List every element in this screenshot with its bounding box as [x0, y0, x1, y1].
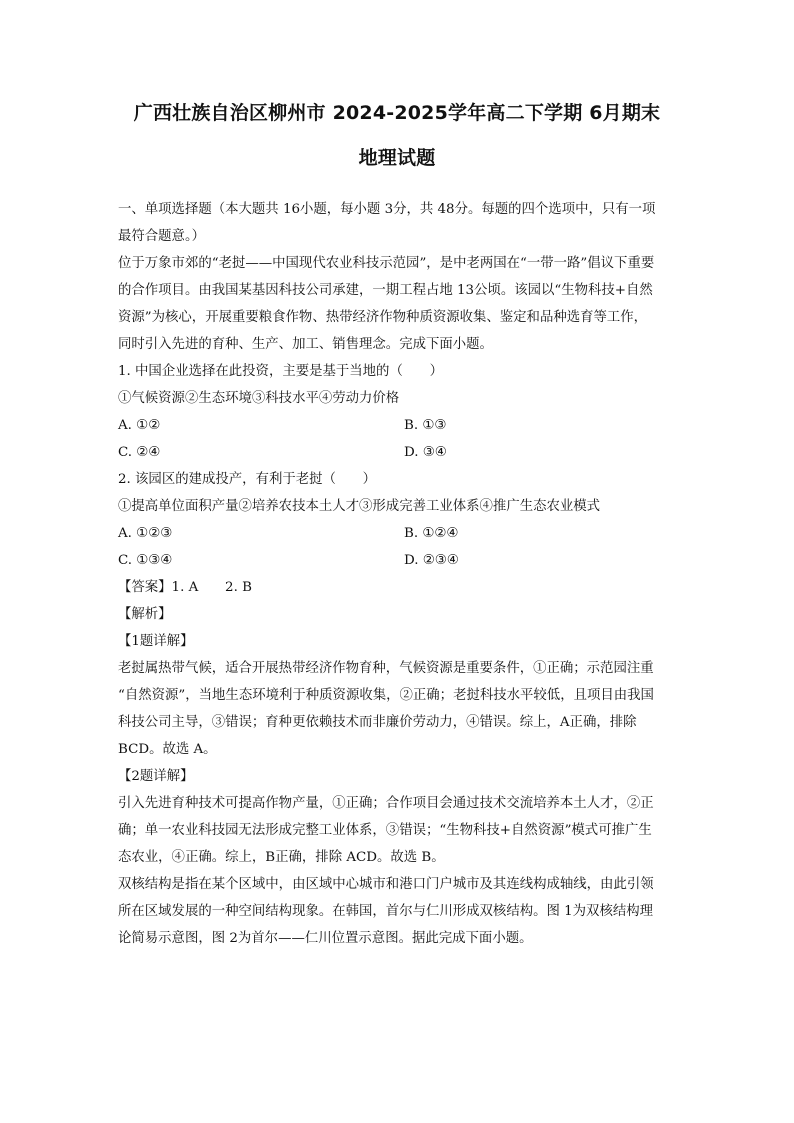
passage1-line: 同时引入先进的育种、生产、加工、销售理念。完成下面小题。: [118, 337, 493, 352]
question1-option-a: A. ①②: [118, 418, 161, 433]
detail1-line: BCD。故选 A。: [118, 742, 217, 757]
answer-line: 【答案】1. A 2. B: [118, 580, 252, 595]
detail1-heading: 【1题详解】: [118, 634, 194, 649]
question2-option-c: C. ①③④: [118, 553, 173, 568]
document-title: 广西壮族自治区柳州市 2024-2025学年高二下学期 6月期末: [133, 102, 661, 124]
detail2-heading: 【2题详解】: [118, 769, 194, 784]
detail2-line: 确；单一农业科技园无法形成完整工业体系，③错误；“生物科技+自然资源”模式可推广生: [118, 823, 652, 838]
question2-option-b: B. ①②④: [404, 526, 459, 541]
question1-stem: 1. 中国企业选择在此投资，主要是基于当地的（ ）: [118, 364, 444, 379]
detail1-line: 科技公司主导，③错误；育种更依赖技术而非廉价劳动力，④错误。综上，A正确，排除: [118, 715, 637, 730]
question1-option-b: B. ①③: [404, 418, 447, 433]
document-subtitle: 地理试题: [358, 147, 436, 169]
detail1-line: 老挝属热带气候，适合开展热带经济作物育种，气候资源是重要条件，①正确；示范园注重: [118, 661, 654, 676]
analysis-heading: 【解析】: [118, 607, 172, 622]
question2-option-a: A. ①②③: [118, 526, 173, 541]
question1-items: ①气候资源②生态环境③科技水平④劳动力价格: [118, 391, 400, 406]
detail2-line: 态农业，④正确。综上，B正确，排除 ACD。故选 B。: [118, 850, 445, 865]
section-heading-cont: 最符合题意。）: [118, 229, 206, 244]
passage1-line: 资源”为核心，开展重要粮食作物、热带经济作物种质资源收集、鉴定和品种选育等工作，: [118, 310, 648, 325]
question2-items: ①提高单位面积产量②培养农技本土人才③形成完善工业体系④推广生态农业模式: [118, 499, 601, 514]
section-heading: 一、单项选择题（本大题共 16小题，每小题 3分，共 48分。每题的四个选项中，只有一项: [118, 202, 656, 217]
detail2-line: 引入先进育种技术可提高作物产量，①正确；合作项目会通过技术交流培养本土人才，②正: [118, 796, 654, 811]
question2-stem: 2. 该园区的建成投产，有利于老挝（ ）: [118, 472, 377, 487]
detail1-line: “自然资源”，当地生态环境利于种质资源收集，②正确；老挝科技水平较低，且项目由我国: [118, 688, 654, 703]
passage2-line: 所在区域发展的一种空间结构现象。在韩国，首尔与仁川形成双核结构。图 1为双核结构理: [118, 904, 654, 919]
passage1-line: 的合作项目。由我国某基因科技公司承建，一期工程占地 13公顷。该园以“生物科技+自然: [118, 283, 653, 298]
passage1-line: 位于万象市郊的“老挝——中国现代农业科技示范园”，是中老两国在“一带一路”倡议下重要: [118, 256, 655, 271]
question2-option-d: D. ②③④: [404, 553, 459, 568]
question1-option-c: C. ②④: [118, 445, 161, 460]
question1-option-d: D. ③④: [404, 445, 447, 460]
passage2-line: 双核结构是指在某个区域中，由区域中心城市和港口门户城市及其连线构成轴线，由此引领: [118, 877, 654, 892]
passage2-line: 论简易示意图，图 2为首尔——仁川位置示意图。据此完成下面小题。: [118, 931, 533, 946]
